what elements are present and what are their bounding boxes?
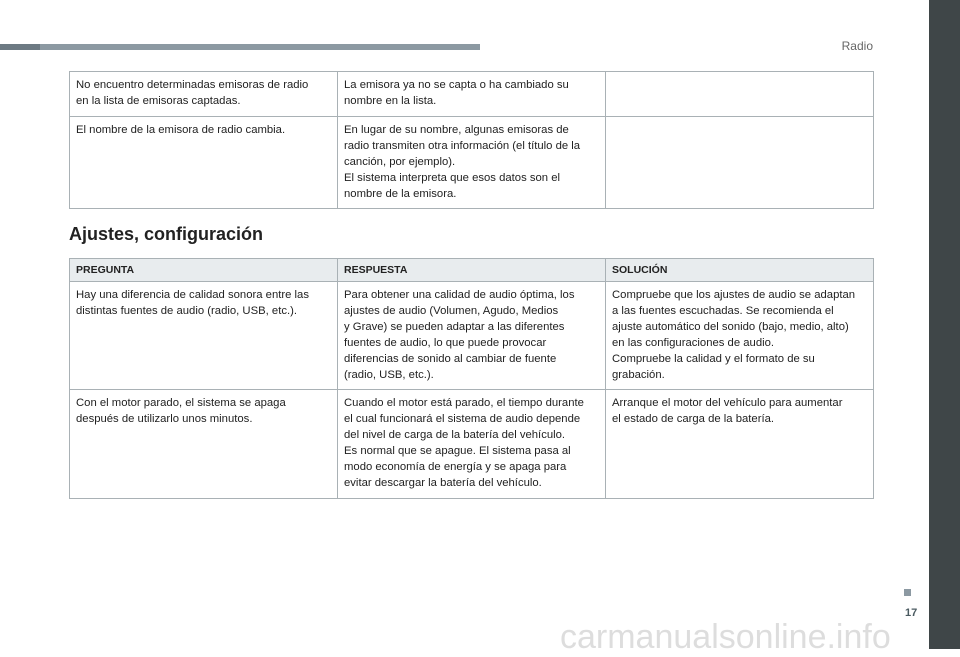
watermark: carmanualsonline.info bbox=[560, 618, 891, 656]
table-row bbox=[70, 72, 874, 117]
column-header-question: PREGUNTA bbox=[70, 259, 338, 282]
table-header-row bbox=[70, 259, 874, 282]
end-of-section-square-icon bbox=[904, 589, 911, 596]
answer-cell: Para obtener una calidad de audio óptima, los ajustes de audio (Volumen, Agudo, Medios y Grave) se pueden adaptar a las diferentes fuentes de audio, lo que puede provocar diferencias de sonido al cambiar de fuente (radio, USB, etc.). bbox=[344, 289, 575, 381]
question-cell: No encuentro determinadas emisoras de radio en la lista de emisoras captadas. bbox=[76, 79, 309, 107]
question-cell: El nombre de la emisora de radio cambia. bbox=[76, 124, 286, 136]
table-row bbox=[70, 282, 874, 390]
question-cell: Con el motor parado, el sistema se apaga después de utilizarlo unos minutos. bbox=[76, 397, 286, 425]
column-header-answer: RESPUESTA bbox=[338, 259, 606, 282]
side-tab-bar bbox=[929, 0, 960, 649]
answer-cell: En lugar de su nombre, algunas emisoras de radio transmiten otra información (el título de la canción, por ejemplo). El sistema interpreta que esos datos son el nombre de la emisora. bbox=[344, 124, 581, 200]
answer-cell: Cuando el motor está parado, el tiempo durante el cual funcionará el sistema de audio depende del nivel de carga de la batería del vehículo. Es normal que se apague. El sistema pasa al modo economía de energía y se apaga para evitar descargar la batería del vehículo. bbox=[344, 397, 584, 489]
solution-cell: Compruebe que los ajustes de audio se adaptan a las fuentes escuchadas. Se recomienda el ajuste automático del sonido (bajo, medio, alto) en las configuraciones de audio. Compruebe la calidad y el formato de su grabación. bbox=[612, 289, 856, 381]
troubleshooting-table-settings bbox=[69, 258, 874, 499]
table-row bbox=[70, 117, 874, 209]
troubleshooting-table-radio bbox=[69, 71, 874, 209]
table-row bbox=[70, 390, 874, 499]
question-cell: Hay una diferencia de calidad sonora entre las distintas fuentes de audio (radio, USB, etc.). bbox=[76, 289, 309, 317]
answer-cell: La emisora ya no se capta o ha cambiado su nombre en la lista. bbox=[344, 79, 569, 107]
solution-cell: Arranque el motor del vehículo para aumentar el estado de carga de la batería. bbox=[612, 397, 843, 425]
column-header-solution: SOLUCIÓN bbox=[606, 259, 874, 282]
section-heading: Ajustes, configuración bbox=[69, 224, 264, 244]
page-number: 17 bbox=[905, 607, 918, 619]
section-title: Radio bbox=[841, 39, 873, 53]
header-rule bbox=[0, 44, 480, 50]
